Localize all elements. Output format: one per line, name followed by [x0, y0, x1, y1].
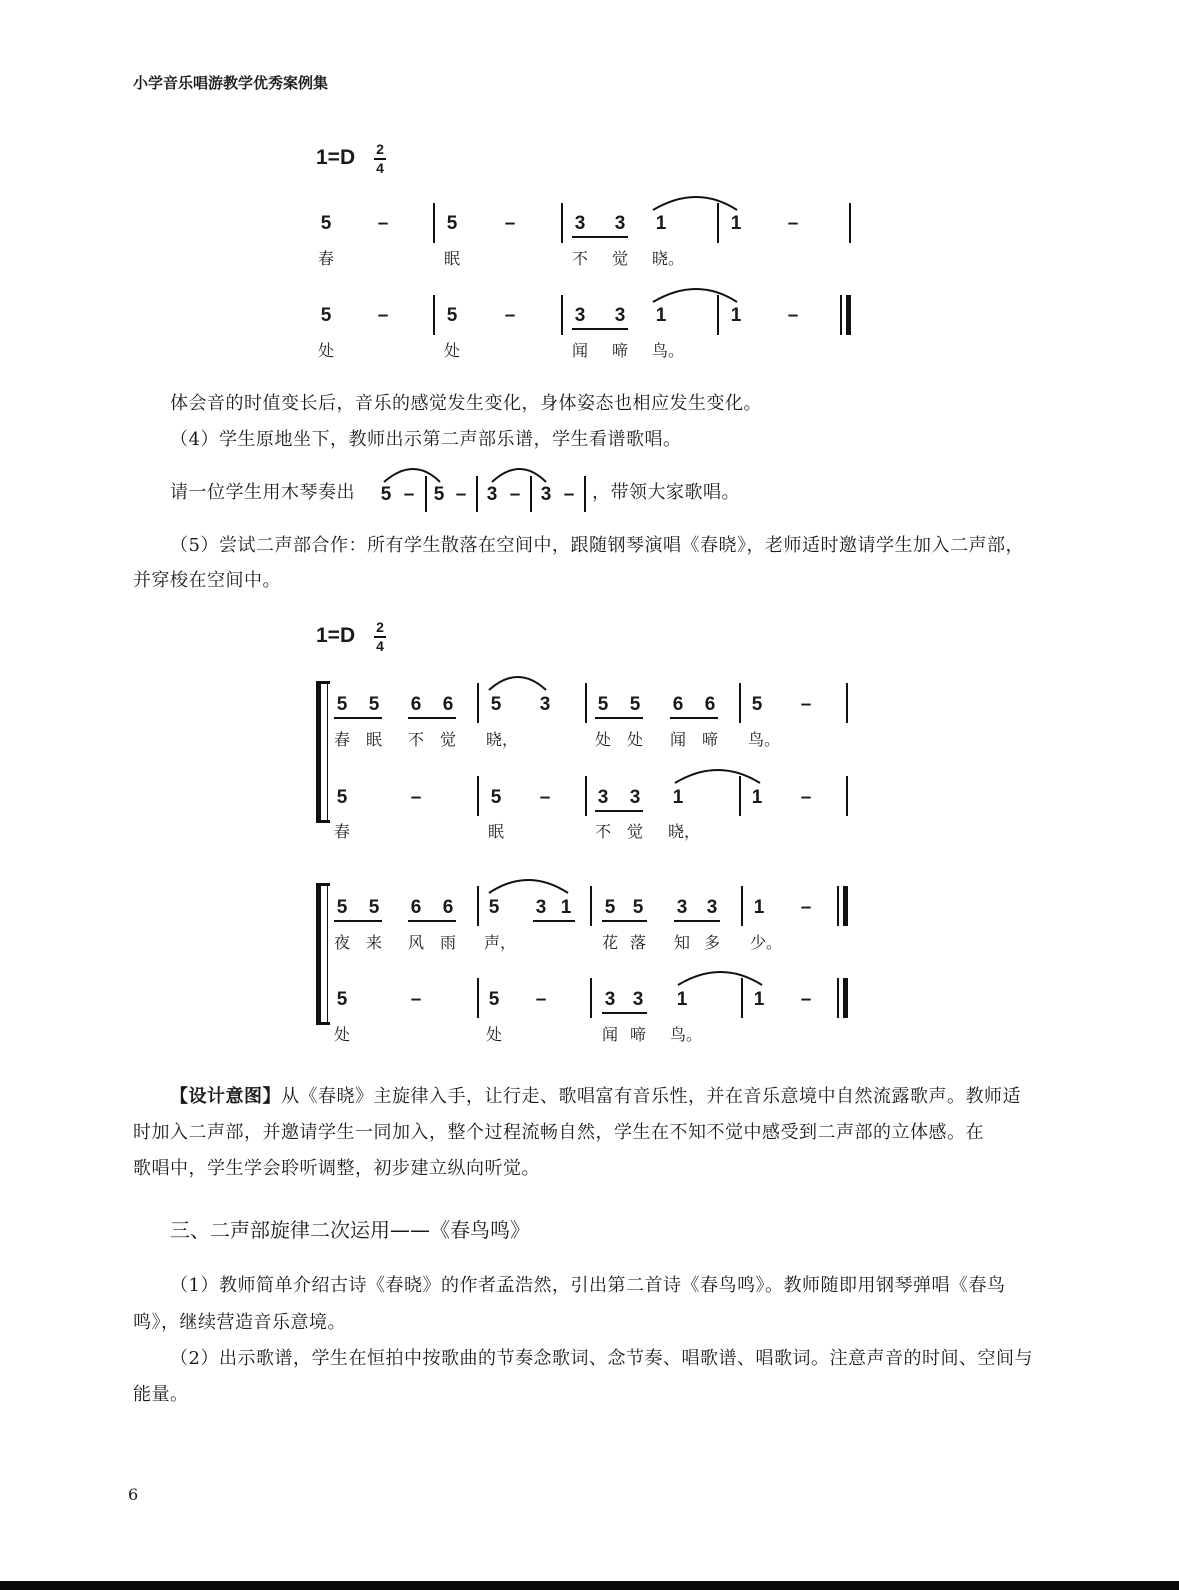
lyric: 雨: [439, 933, 457, 952]
note: 6: [410, 694, 422, 715]
note: 6: [442, 897, 454, 918]
lyric: 不: [594, 822, 612, 841]
eighth-underline: [602, 920, 647, 922]
lyric: 来: [365, 933, 383, 952]
note: 3: [574, 213, 586, 234]
system-bracket: [316, 681, 321, 823]
lyric: 处: [317, 341, 335, 360]
note: 3: [540, 484, 552, 505]
note: 5: [488, 897, 500, 918]
final-barline-thick: [846, 295, 851, 335]
slur: [675, 770, 760, 783]
note: 3: [614, 305, 626, 326]
lyric: 鸟。: [747, 730, 781, 749]
lyric: 晓，: [485, 730, 519, 749]
note: 5: [629, 694, 641, 715]
barline: [741, 978, 743, 1018]
design-intent-label: 【设计意图】: [170, 1086, 281, 1107]
final-barline-thick: [843, 886, 848, 926]
note: –: [800, 897, 812, 918]
final-barline-thin: [837, 886, 839, 926]
system-bracket-line: [327, 885, 328, 1023]
paragraph: （5）尝试二声部合作：所有学生散落在空间中，跟随钢琴演唱《春晓》，老师适时邀请学生加入二声部，: [170, 535, 1024, 556]
lyric: 不: [571, 249, 589, 268]
paragraph: （4）学生原地坐下，教师出示第二声部乐谱，学生看谱歌唱。: [170, 429, 682, 450]
lyric: 鸟。: [669, 1025, 703, 1044]
paragraph-continuation: 能量。: [133, 1384, 189, 1405]
time-signature: 2 4: [374, 620, 386, 654]
slur: [653, 197, 737, 210]
lyric: 落: [629, 933, 647, 952]
time-signature: 2 4: [374, 142, 386, 176]
barline: [846, 776, 848, 816]
note: 1: [655, 213, 667, 234]
note: 3: [604, 989, 616, 1010]
eighth-underline: [533, 920, 575, 922]
note: 5: [368, 897, 380, 918]
note: 5: [336, 694, 348, 715]
eighth-underline: [572, 236, 628, 238]
note: 5: [320, 305, 332, 326]
design-intent-line: 时加入二声部，并邀请学生一同加入，整个过程流畅自然，学生在不知不觉中感受到二声部的立体感。在: [133, 1122, 984, 1143]
note: 5: [597, 694, 609, 715]
note: 3: [486, 484, 498, 505]
barline: [477, 978, 479, 1018]
note: 3: [632, 989, 644, 1010]
note: 5: [604, 897, 616, 918]
lyric: 夜: [333, 933, 351, 952]
note: –: [563, 484, 575, 505]
note: 5: [446, 305, 458, 326]
barline: [433, 203, 435, 243]
lyric: 眠: [443, 249, 461, 268]
eighth-underline: [674, 920, 720, 922]
barline: [585, 683, 587, 723]
note: 5: [368, 694, 380, 715]
slur: [489, 677, 546, 690]
barline: [717, 203, 719, 243]
note: –: [410, 989, 422, 1010]
lyric: 闻: [601, 1025, 619, 1044]
paragraph-lead: 请一位学生用木琴奏出: [170, 482, 355, 503]
note: –: [377, 213, 389, 234]
barline: [584, 476, 586, 512]
eighth-underline: [408, 920, 456, 922]
eighth-underline: [670, 717, 718, 719]
lyric: 处: [485, 1025, 503, 1044]
note: 1: [753, 989, 765, 1010]
lyric: 眠: [487, 822, 505, 841]
final-barline-thick: [843, 978, 848, 1018]
note: 6: [704, 694, 716, 715]
lyric: 觉: [611, 249, 629, 268]
section-heading: 三、二声部旋律二次运用——《春鸟鸣》: [170, 1218, 530, 1242]
note: 5: [336, 787, 348, 808]
lyric: 啼: [611, 341, 629, 360]
page-number: 6: [128, 1485, 139, 1504]
lyric: 春: [333, 730, 351, 749]
key-signature: 1=D: [316, 624, 356, 647]
note: 1: [751, 787, 763, 808]
system-bracket-line: [327, 683, 328, 821]
barline: [849, 203, 851, 243]
note: 6: [410, 897, 422, 918]
eighth-underline: [602, 1012, 647, 1014]
note: –: [509, 484, 521, 505]
note: 3: [539, 694, 551, 715]
lyric: 少。: [749, 933, 783, 952]
eighth-underline: [595, 717, 643, 719]
lyric: 不: [407, 730, 425, 749]
note: 1: [730, 213, 742, 234]
note: –: [800, 989, 812, 1010]
barline: [425, 476, 427, 512]
note: –: [377, 305, 389, 326]
note: 1: [655, 305, 667, 326]
eighth-underline: [334, 920, 382, 922]
note: –: [800, 787, 812, 808]
eighth-underline: [334, 717, 382, 719]
key-signature: 1=D: [316, 146, 356, 169]
note: 5: [490, 787, 502, 808]
barline: [476, 476, 478, 512]
lyric: 闻: [571, 341, 589, 360]
lyric: 知: [673, 933, 691, 952]
barline: [739, 683, 741, 723]
barline: [530, 476, 532, 512]
slur: [678, 972, 762, 985]
lyric: 闻: [669, 730, 687, 749]
lyric: 晓。: [651, 249, 685, 268]
paragraph-tail: ，带领大家歌唱。: [592, 482, 740, 503]
paragraph-continuation: 并穿梭在空间中。: [133, 570, 281, 591]
note: 5: [632, 897, 644, 918]
system-bracket: [316, 883, 321, 1025]
barline: [477, 683, 479, 723]
note: –: [539, 787, 551, 808]
note: –: [410, 787, 422, 808]
lyric: 鸟。: [651, 341, 685, 360]
running-title: 小学音乐唱游教学优秀案例集: [133, 74, 329, 92]
lyric: 觉: [626, 822, 644, 841]
paragraph-continuation: 鸣》，继续营造音乐意境。: [133, 1312, 346, 1333]
lyric: 春: [317, 249, 335, 268]
note: 5: [320, 213, 332, 234]
note: 3: [597, 787, 609, 808]
note: 5: [490, 694, 502, 715]
note: 1: [672, 787, 684, 808]
note: 5: [446, 213, 458, 234]
note: –: [504, 305, 516, 326]
paragraph: （1）教师简单介绍古诗《春晓》的作者孟浩然，引出第二首诗《春鸟鸣》。教师随即用钢琴弹唱《春鸟: [170, 1275, 1006, 1296]
slur: [384, 469, 440, 482]
note: 1: [560, 897, 572, 918]
lyric: 处: [626, 730, 644, 749]
lyric: 处: [443, 341, 461, 360]
note: 3: [574, 305, 586, 326]
barline: [590, 978, 592, 1018]
note: 3: [706, 897, 718, 918]
lyric: 处: [333, 1025, 351, 1044]
note: –: [787, 305, 799, 326]
design-intent-line: 【设计意图】从《春晓》主旋律入手，让行走、歌唱富有音乐性，并在音乐意境中自然流露歌声。教师适: [170, 1086, 1021, 1107]
barline: [561, 295, 563, 335]
slur: [492, 469, 546, 482]
eighth-underline: [572, 328, 628, 330]
lyric: 晓，: [667, 822, 701, 841]
note: 3: [676, 897, 688, 918]
barline: [741, 886, 743, 926]
lyric: 花: [601, 933, 619, 952]
note: –: [787, 213, 799, 234]
note: –: [535, 989, 547, 1010]
slur: [653, 289, 737, 302]
note: 1: [753, 897, 765, 918]
paragraph: 体会音的时值变长后，音乐的感觉发生变化，身体姿态也相应发生变化。: [170, 393, 762, 414]
note: –: [455, 484, 467, 505]
eighth-underline: [408, 717, 456, 719]
lyric: 啼: [629, 1025, 647, 1044]
lyric: 啼: [701, 730, 719, 749]
barline: [846, 683, 848, 723]
barline: [433, 295, 435, 335]
barline: [717, 295, 719, 335]
note: 6: [672, 694, 684, 715]
bottom-edge: [0, 1581, 1179, 1590]
note: 6: [442, 694, 454, 715]
eighth-underline: [595, 810, 643, 812]
lyric: 处: [594, 730, 612, 749]
design-intent-line: 歌唱中，学生学会聆听调整，初步建立纵向听觉。: [133, 1158, 540, 1179]
barline: [561, 203, 563, 243]
final-barline-thin: [840, 295, 842, 335]
slur: [489, 880, 568, 893]
note: 5: [433, 484, 445, 505]
note: 5: [488, 989, 500, 1010]
note: 1: [730, 305, 742, 326]
barline: [590, 886, 592, 926]
lyric: 声，: [483, 933, 517, 952]
note: 5: [336, 897, 348, 918]
lyric: 春: [333, 822, 351, 841]
barline: [477, 776, 479, 816]
lyric: 觉: [439, 730, 457, 749]
lyric: 风: [407, 933, 425, 952]
note: 3: [535, 897, 547, 918]
note: –: [504, 213, 516, 234]
barline: [739, 776, 741, 816]
note: 5: [751, 694, 763, 715]
note: 3: [614, 213, 626, 234]
note: 5: [380, 484, 392, 505]
barline: [585, 776, 587, 816]
lyric: 多: [703, 933, 721, 952]
final-barline-thin: [837, 978, 839, 1018]
note: 3: [629, 787, 641, 808]
note: 1: [676, 989, 688, 1010]
barline: [477, 886, 479, 926]
note: –: [403, 484, 415, 505]
paragraph: （2）出示歌谱，学生在恒拍中按歌曲的节奏念歌词、念节奏、唱歌谱、唱歌词。注意声音的时间、空间与: [170, 1348, 1033, 1369]
note: –: [800, 694, 812, 715]
lyric: 眠: [365, 730, 383, 749]
note: 5: [336, 989, 348, 1010]
